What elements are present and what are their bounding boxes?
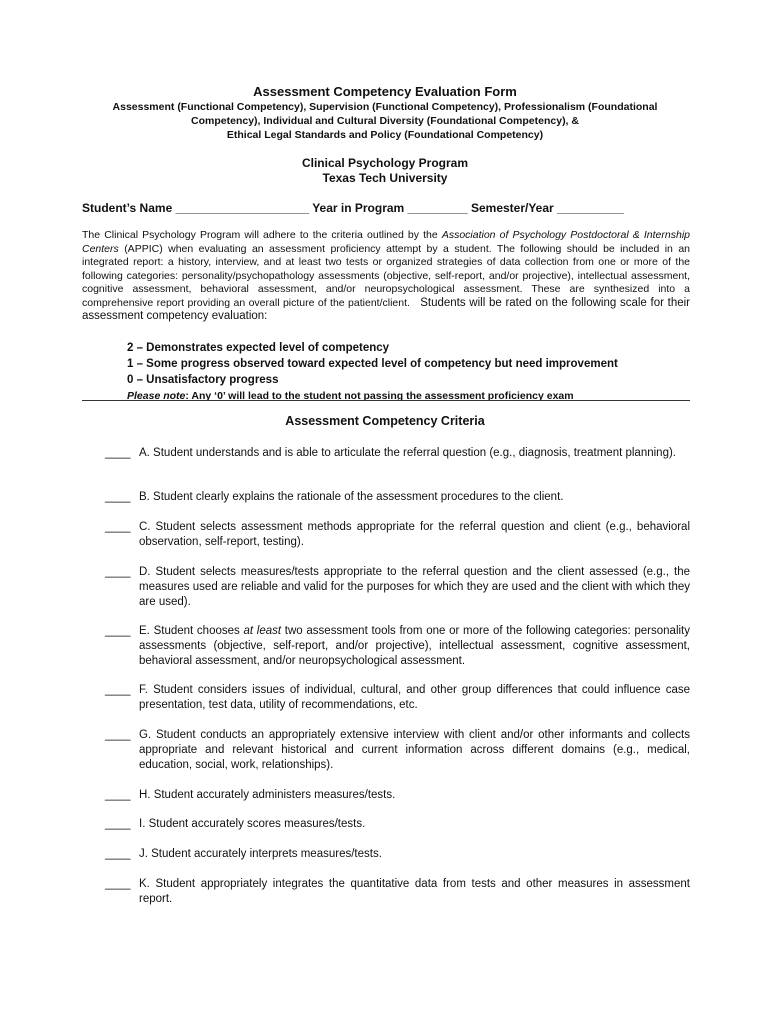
section-divider bbox=[82, 400, 690, 401]
scale-level-0: 0 – Unsatisfactory progress bbox=[127, 374, 279, 386]
rating-blank[interactable]: ____ bbox=[105, 566, 131, 578]
year-in-program-field[interactable]: Year in Program _________ bbox=[312, 201, 468, 215]
rating-blank[interactable]: ____ bbox=[105, 789, 131, 801]
criterion-e-italic: at least bbox=[243, 625, 282, 637]
note-label: Please note bbox=[127, 390, 186, 402]
criterion-e-pre: E. Student chooses bbox=[139, 625, 244, 637]
student-name-field[interactable]: Student’s Name ____________________ bbox=[82, 201, 310, 215]
criterion-e bbox=[105, 624, 690, 669]
scale-level-2: 2 – Demonstrates expected level of competency bbox=[127, 342, 390, 354]
intro-text-1: The Clinical Psychology Program will adhere to the criteria outlined by the bbox=[82, 229, 442, 241]
intro-text-3: Students will be rated on the following scale for their assessment competency evaluation: bbox=[82, 296, 690, 322]
rating-blank[interactable]: ____ bbox=[105, 447, 131, 459]
criterion-text: C. Student selects assessment methods appropriate for the referral question and client (e.g., behavioral observation, self-report, testing). bbox=[139, 521, 690, 548]
criterion-text: K. Student appropriately integrates the quantitative data from tests and other measures in assessment report. bbox=[139, 878, 690, 905]
scale-level-1: 1 – Some progress observed toward expected level of competency but need improvement bbox=[127, 358, 618, 370]
rating-blank[interactable]: ____ bbox=[105, 491, 131, 503]
criteria-title: Assessment Competency Criteria bbox=[285, 414, 485, 428]
note-text: : Any ‘0’ will lead to the student not passing the assessment proficiency exam bbox=[185, 390, 574, 402]
program-name: Clinical Psychology Program bbox=[301, 156, 469, 170]
rating-blank[interactable]: ____ bbox=[105, 818, 131, 830]
criterion-text: I. Student accurately scores measures/tests. bbox=[139, 818, 366, 830]
intro-text-2: (APPIC) when evaluating an assessment proficiency attempt by a student. The following should be included in an integrated report: a history, interview, and at least two tests or organized strategies of data collection from one or more of the following categories: personality/psychopathology assessments (objective, self-report, and/or projective), intellectual assessment, cognitive assessment, behavioral assessment, and/or neuropsychological assessment. These are synthesized into a comprehensive report providing an overall picture of the patient/client. bbox=[82, 242, 690, 309]
program-heading bbox=[0, 156, 770, 186]
criterion-text: F. Student considers issues of individual, cultural, and other group differences that could influence case presentation, test data, utility of recommendations, etc. bbox=[139, 684, 690, 711]
criterion-g bbox=[105, 728, 690, 773]
criterion-h bbox=[105, 788, 690, 803]
rating-blank[interactable]: ____ bbox=[105, 684, 131, 696]
rating-scale bbox=[127, 340, 687, 404]
criterion-text: J. Student accurately interprets measures/tests. bbox=[139, 848, 382, 860]
criterion-text: B. Student clearly explains the rationale of the assessment procedures to the client. bbox=[139, 491, 564, 503]
subtitle-line-3: Ethical Legal Standards and Policy (Foundational Competency) bbox=[226, 129, 544, 141]
scale-note bbox=[127, 388, 687, 404]
student-info-line bbox=[82, 201, 692, 215]
criterion-k bbox=[105, 877, 690, 907]
semester-year-field[interactable]: Semester/Year __________ bbox=[470, 201, 624, 215]
criterion-text bbox=[139, 624, 690, 669]
criterion-text: A. Student understands and is able to articulate the referral question (e.g., diagnosis, treatment planning). bbox=[139, 447, 676, 459]
criterion-f bbox=[105, 683, 690, 713]
rating-blank[interactable]: ____ bbox=[105, 625, 131, 637]
rating-blank[interactable]: ____ bbox=[105, 848, 131, 860]
intro-paragraph bbox=[82, 229, 690, 324]
criterion-i bbox=[105, 817, 690, 832]
criterion-text: D. Student selects measures/tests appropriate to the referral question and the client assessed (e.g., the measures used are reliable and valid for the purposes for which they are used and the client with which they are used). bbox=[139, 566, 690, 608]
criterion-j bbox=[105, 847, 690, 862]
criterion-d bbox=[105, 565, 690, 610]
subtitle-line-2: Competency), Individual and Cultural Diversity (Foundational Competency), & bbox=[191, 115, 579, 127]
rating-blank[interactable]: ____ bbox=[105, 878, 131, 890]
rating-blank[interactable]: ____ bbox=[105, 729, 131, 741]
rating-blank[interactable]: ____ bbox=[105, 521, 131, 533]
criterion-text: G. Student conducts an appropriately extensive interview with client and/or other informants and collects appropriate and relevant historical and current information across different domains (e.g., medical, education, social, work, relationships). bbox=[139, 729, 690, 771]
criterion-a bbox=[105, 446, 690, 461]
competency-subtitle bbox=[80, 100, 690, 142]
criterion-text: H. Student accurately administers measures/tests. bbox=[139, 789, 396, 801]
criterion-b bbox=[105, 490, 690, 505]
criterion-e-post: two assessment tools from one or more of the following categories: personality assessments (objective, self-report, and/or projective), intellectual assessment, cognitive assessment, behavioral assessment, and/or neuropsychological assessment. bbox=[139, 625, 690, 667]
university-name: Texas Tech University bbox=[322, 171, 448, 185]
appic-name: Association of Psychology Postdoctoral & Internship Centers bbox=[82, 229, 690, 255]
form-title: Assessment Competency Evaluation Form bbox=[253, 84, 517, 99]
criterion-c bbox=[105, 520, 690, 550]
subtitle-line-1: Assessment (Functional Competency), Supervision (Functional Competency), Professionalism (Foundational bbox=[112, 101, 658, 113]
